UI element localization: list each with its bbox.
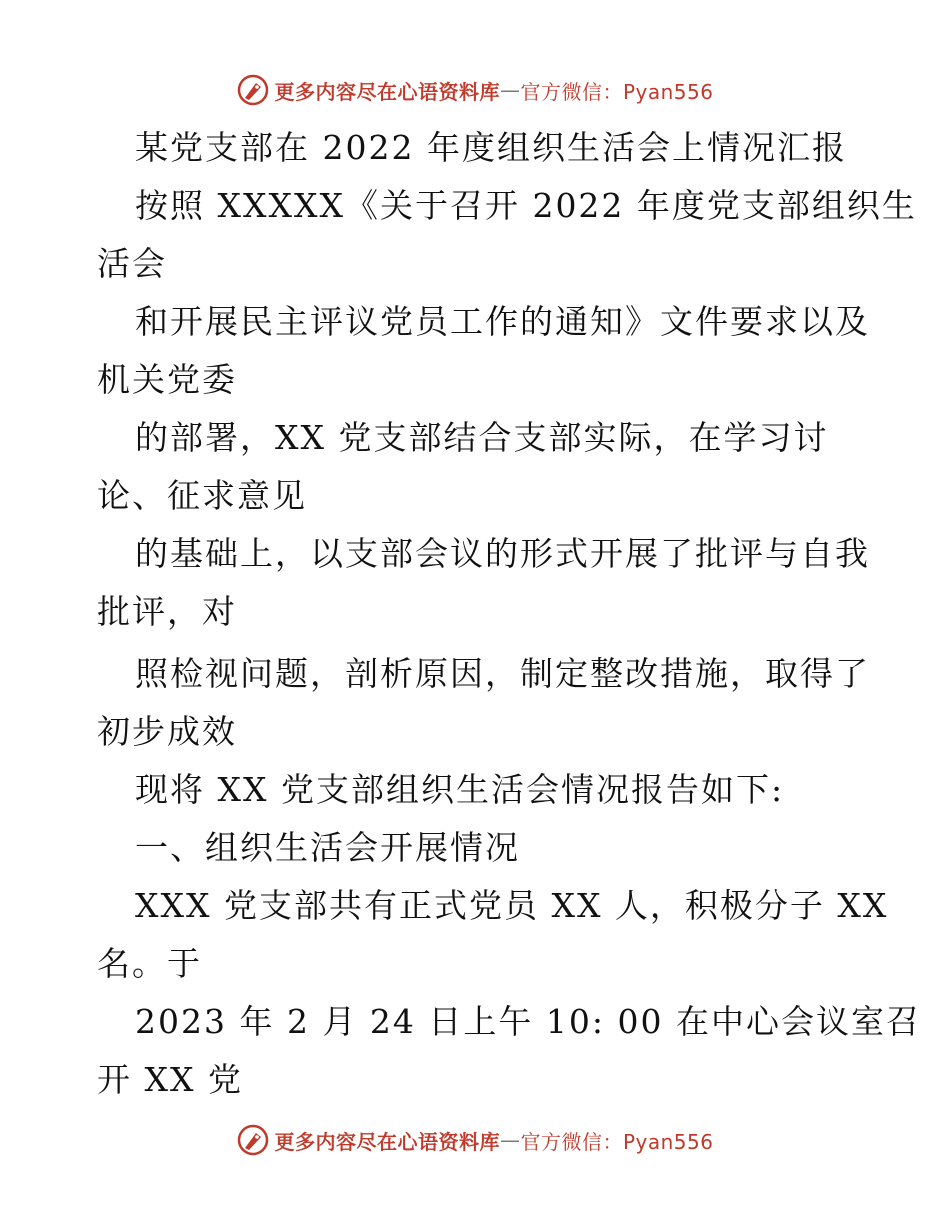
paragraph-line: 名。于 [97,944,202,983]
section-heading: 一、组织生活会开展情况 [135,828,520,867]
paragraph-line: 批评，对 [97,592,237,631]
paragraph-line: XXX 党支部共有正式党员 XX 人，积极分子 XX [135,886,889,925]
watermark-dash: — [499,78,521,102]
paragraph-line: 初步成效 [97,712,237,751]
paragraph-line: 2023 年 2 月 24 日上午 10: 00 在中心会议室召 [135,1002,921,1041]
watermark-dash: — [499,1128,521,1152]
paragraph-line: 照检视问题，剖析原因，制定整改措施，取得了 [135,654,870,693]
watermark-wechat-text: 官方微信：Pyan556 [520,79,714,104]
watermark-main-text: 更多内容尽在心语资料库 [274,1129,500,1154]
paragraph-line: 现将 XX 党支部组织生活会情况报告如下: [135,770,785,809]
paragraph-line: 论、征求意见 [97,476,307,515]
paragraph-line: 活会 [97,244,167,283]
watermark-banner-bottom [0,1120,950,1160]
document-title: 某党支部在 2022 年度组织生活会上情况汇报 [135,128,847,167]
paragraph-line: 和开展民主评议党员工作的通知》文件要求以及 [135,302,870,341]
paragraph-line: 按照 XXXXX《关于召开 2022 年度党支部组织生 [135,186,917,225]
watermark-wechat-text: 官方微信：Pyan556 [520,1129,714,1154]
pen-nib-logo-icon [236,1123,270,1157]
paragraph-line: 的部署，XX 党支部结合支部实际，在学习讨 [135,418,829,457]
paragraph-line: 机关党委 [97,360,237,399]
paragraph-line: 的基础上，以支部会议的形式开展了批评与自我 [135,534,870,573]
watermark-main-text: 更多内容尽在心语资料库 [274,79,500,104]
paragraph-line: 开 XX 党 [97,1060,243,1099]
